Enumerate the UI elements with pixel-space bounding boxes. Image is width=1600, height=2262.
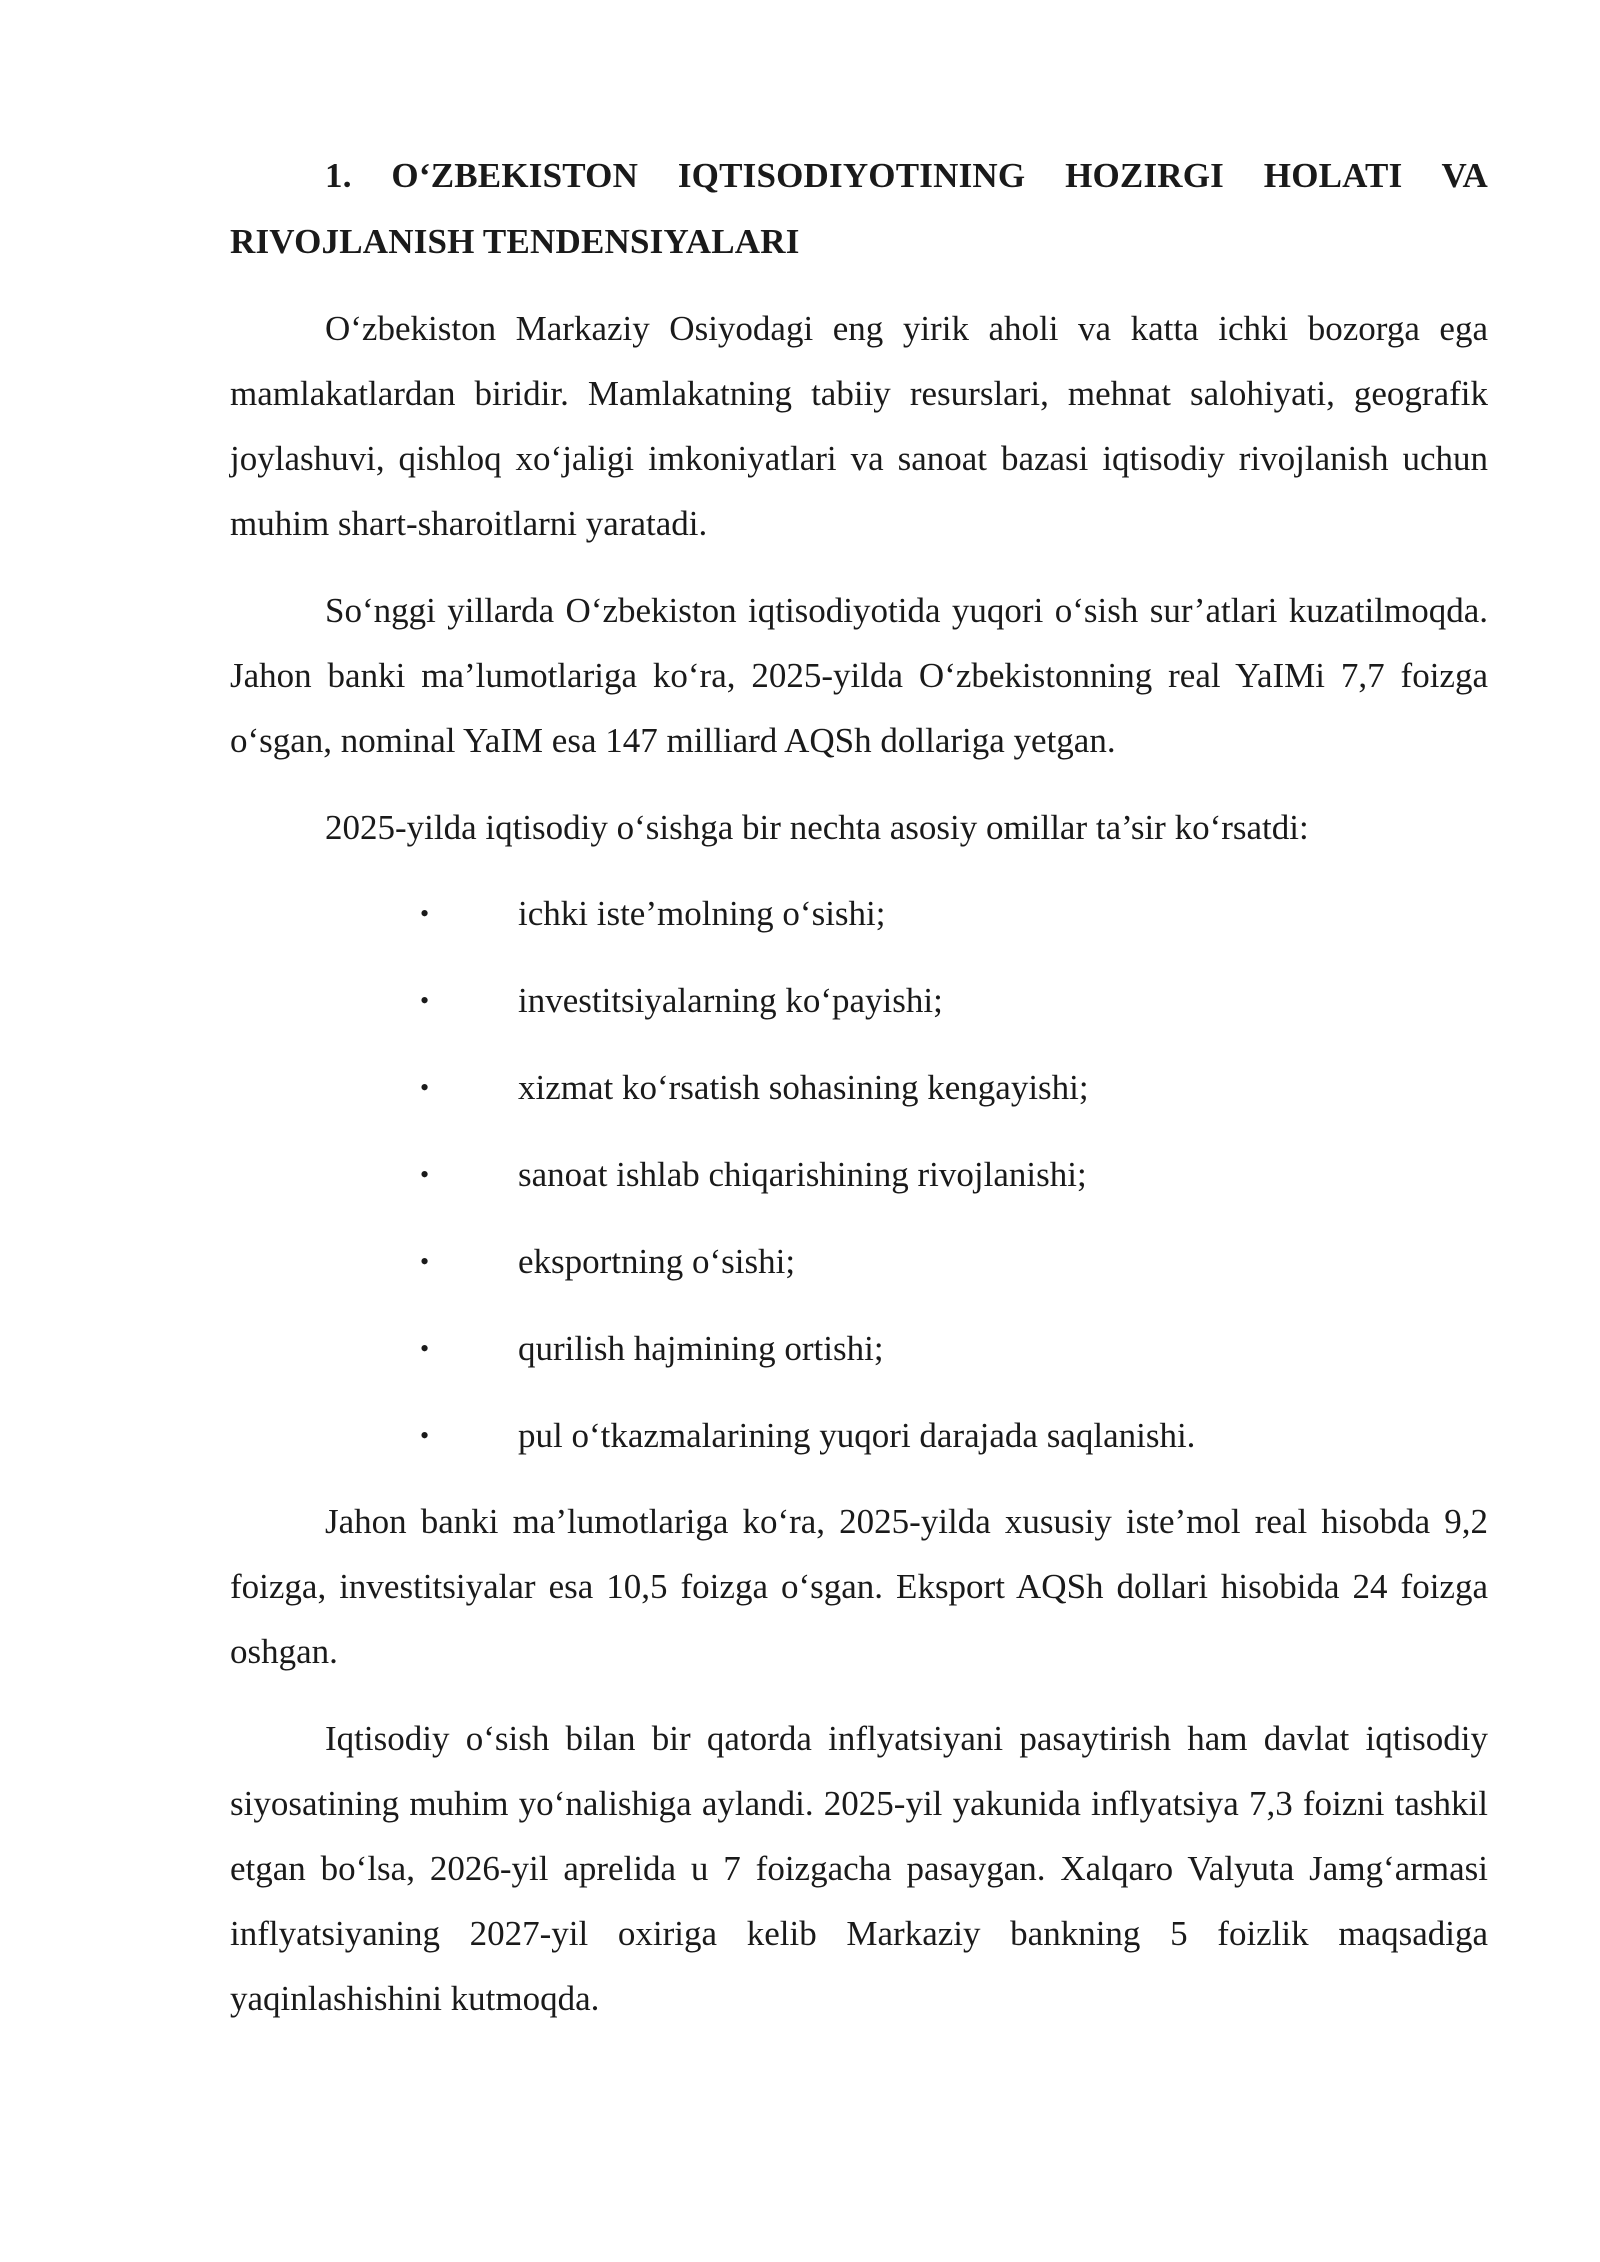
list-item-text: ichki iste’molning o‘sishi; (518, 894, 886, 933)
spacer (230, 556, 1488, 578)
section-heading: 1. O‘ZBEKISTON IQTISODIYOTINING HOZIRGI HOLATI VA RIVOJLANISH TENDENSIYALARI (230, 156, 1488, 261)
paragraph-inflation: Iqtisodiy o‘sish bilan bir qatorda inflyatsiyani pasaytirish ham davlat iqtisodiy siyosatining muhim yo‘nalishiga aylandi. 2025-yil yakunida inflyatsiya 7,3 foizni tashkil etgan bo‘lsa, 2026-yil aprelida u 7 foizgacha pasaygan. Xalqaro Valyuta Jamg‘armasi inflyatsiyaning 2027-yil oxiriga kelib Markaziy bankning 5 foizlik maqsadiga yaqinlashishini kutmoqda. (230, 1719, 1488, 2018)
list-item-text: sanoat ishlab chiqarishining rivojlanishi; (518, 1155, 1087, 1194)
list-item (230, 881, 1488, 946)
list-item (230, 1142, 1488, 1207)
list-item-text: pul o‘tkazmalarining yuqori darajada saqlanishi. (518, 1416, 1196, 1455)
list-item (230, 1229, 1488, 1294)
bullet-icon: • (420, 1334, 430, 1363)
list-item-text: investitsiyalarning ko‘payishi; (518, 981, 943, 1020)
bullet-icon: • (420, 899, 430, 928)
paragraph-consumption: Jahon banki ma’lumotlariga ko‘ra, 2025-yilda xususiy iste’mol real hisobda 9,2 foizga, investitsiyalar esa 10,5 foizga o‘sgan. Eksport AQSh dollari hisobida 24 foizga oshgan. (230, 1502, 1488, 1671)
paragraph-intro: O‘zbekiston Markaziy Osiyodagi eng yirik aholi va katta ichki bozorga ega mamlakatlardan biridir. Mamlakatning tabiiy resurslari, mehnat salohiyati, geografik joylashuvi, qishloq xo‘jaligi imkoniyatlari va sanoat bazasi iqtisodiy rivojlanish uchun muhim shart-sharoitlarni yaratadi. (230, 309, 1488, 543)
bullet-icon: • (420, 1160, 430, 1189)
list-item (230, 1055, 1488, 1120)
list-item (230, 1316, 1488, 1381)
factors-list (230, 881, 1488, 1468)
document-page (230, 0, 1488, 2031)
list-item-text: qurilish hajmining ortishi; (518, 1329, 884, 1368)
list-item-text: xizmat ko‘rsatish sohasining kengayishi; (518, 1068, 1089, 1107)
bullet-icon: • (420, 986, 430, 1015)
bullet-icon: • (420, 1073, 430, 1102)
list-item (230, 1403, 1488, 1468)
spacer (230, 1468, 1488, 1489)
spacer (230, 773, 1488, 795)
bullet-icon: • (420, 1247, 430, 1276)
spacer (230, 1684, 1488, 1706)
list-item-text: eksportning o‘sishi; (518, 1242, 796, 1281)
list-item (230, 968, 1488, 1033)
paragraph-factors-intro: 2025-yilda iqtisodiy o‘sishga bir nechta asosiy omillar ta’sir ko‘rsatdi: (325, 808, 1309, 847)
spacer (230, 275, 1488, 296)
paragraph-growth: So‘nggi yillarda O‘zbekiston iqtisodiyotida yuqori o‘sish sur’atlari kuzatilmoqda. Jahon banki ma’lumotlariga ko‘ra, 2025-yilda O‘zbekistonning real YaIMi 7,7 foizga o‘sgan, nominal YaIM esa 147 milliard AQSh dollariga yetgan. (230, 591, 1488, 760)
bullet-icon: • (420, 1421, 430, 1450)
